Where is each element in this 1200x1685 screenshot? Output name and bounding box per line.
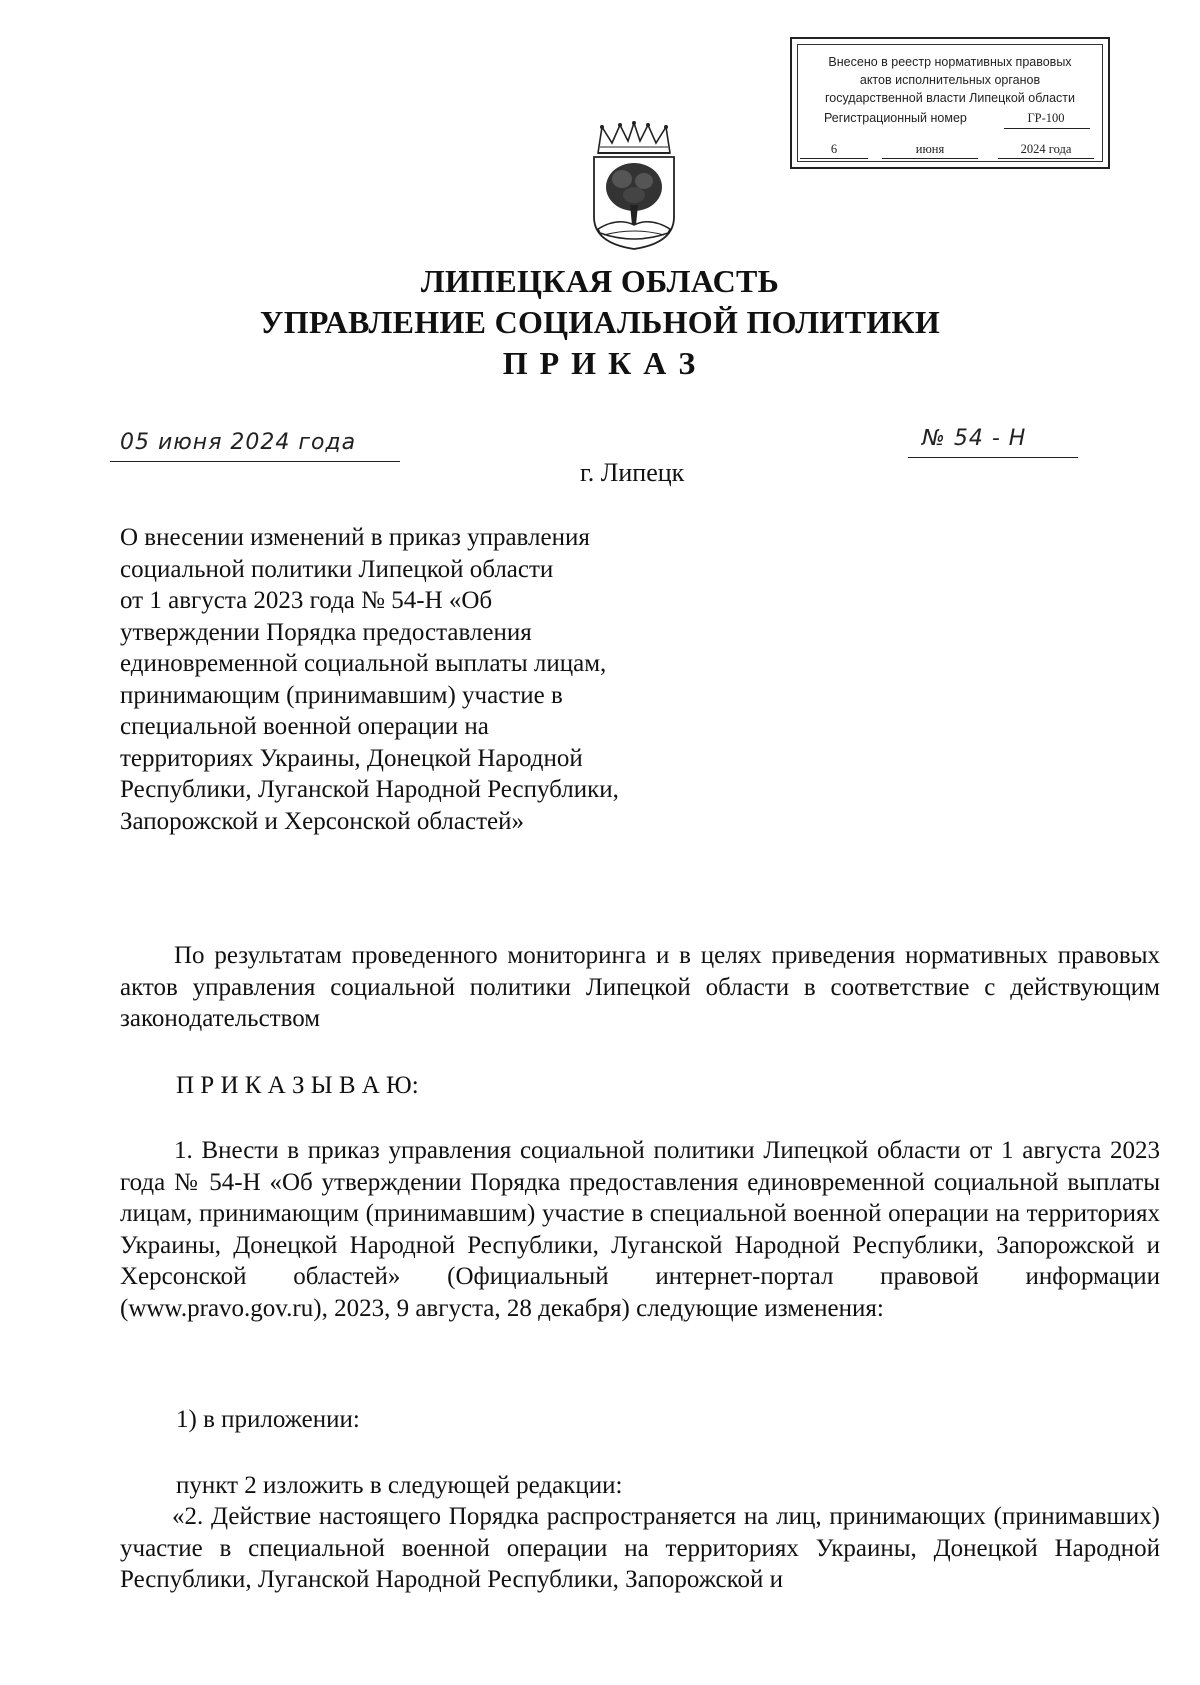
stamp-reg-label: Регистрационный номер bbox=[824, 111, 967, 125]
stamp-line-1: Внесено в реестр нормативных правовых bbox=[828, 55, 1072, 69]
stamp-day: 6 bbox=[830, 142, 838, 156]
date-underline bbox=[110, 461, 400, 462]
stamp-reg-underline bbox=[1004, 128, 1090, 129]
stamp-month-underline bbox=[882, 158, 978, 159]
region-title: ЛИПЕЦКАЯ ОБЛАСТЬ bbox=[420, 263, 780, 299]
agency-title: УПРАВЛЕНИЕ СОЦИАЛЬНОЙ ПОЛИТИКИ bbox=[259, 304, 941, 340]
city-label: г. Липецк bbox=[580, 458, 685, 487]
subject-line: О внесении изменений в приказ управления bbox=[120, 524, 590, 551]
subject-line: единовременной социальной выплаты лицам, bbox=[120, 650, 607, 677]
subject-line: специальной военной операции на bbox=[120, 713, 489, 740]
stamp-month: июня bbox=[915, 142, 945, 156]
subitem-1-paragraph: 1) в приложении: bbox=[176, 1406, 360, 1433]
handwritten-date: 05 июня 2024 года bbox=[120, 430, 357, 455]
subject-line: от 1 августа 2023 года № 54-Н «Об bbox=[120, 587, 493, 614]
document-type-title: П Р И К А З bbox=[502, 345, 698, 381]
subject-line: Запорожской и Херсонской областей» bbox=[120, 807, 524, 835]
item-1-paragraph: 1. Внести в приказ управления социальной политики Липецкой области от 1 августа 2023 года № 54-Н «Об утверждении Порядка предоставления единовременной социальной выплаты лицам, принимающим (принимавшим) участие в специальной военной операции на территориях Украины, Донецкой Народной Республики, Луганской Народной Республики, Запорожской и Херсонской областей» (Официальный интернет-портал правовой информации (www.pravo.gov.ru), 2023, 9 августа, 28 декабря) следующие изменения: bbox=[120, 1137, 1160, 1322]
preamble-paragraph: По результатам проведенного мониторинга и в целях приведения нормативных правовых актов управления социальной политики Липецкой области в соответствие с действующим законодательством bbox=[120, 942, 1160, 1032]
handwritten-number: № 54 - Н bbox=[922, 426, 1027, 451]
stamp-day-underline bbox=[800, 158, 868, 159]
subject-line: утверждении Порядка предоставления bbox=[120, 618, 532, 646]
registry-stamp bbox=[790, 37, 1110, 169]
order-subject bbox=[120, 522, 720, 837]
stamp-year: 2024 года bbox=[1020, 142, 1072, 156]
order-word: П Р И К А З Ы В А Ю: bbox=[176, 1072, 419, 1099]
stamp-year-underline bbox=[998, 158, 1094, 159]
point-2-text: «2. Действие настоящего Порядка распространяется на лиц, принимающих (принимавших) участие в специальной военной операции на территориях Украины, Донецкой Народной Республики, Луганской Народной Республики, Запорожской и bbox=[120, 1503, 1160, 1593]
stamp-line-3: государственной власти Липецкой области bbox=[824, 91, 1076, 105]
stamp-reg-number: ГР-100 bbox=[1027, 111, 1065, 125]
lipetsk-coat-of-arms-icon bbox=[588, 121, 680, 251]
point-2-intro: пункт 2 изложить в следующей редакции: bbox=[176, 1472, 623, 1499]
subject-line: Республики, Луганской Народной Республики, bbox=[120, 776, 619, 803]
stamp-line-2: актов исполнительных органов bbox=[859, 73, 1041, 87]
number-underline bbox=[908, 457, 1078, 458]
subject-line: принимающим (принимавшим) участие в bbox=[120, 681, 563, 709]
subject-line: социальной политики Липецкой области bbox=[120, 555, 554, 583]
subject-line: территориях Украины, Донецкой Народной bbox=[120, 744, 583, 772]
